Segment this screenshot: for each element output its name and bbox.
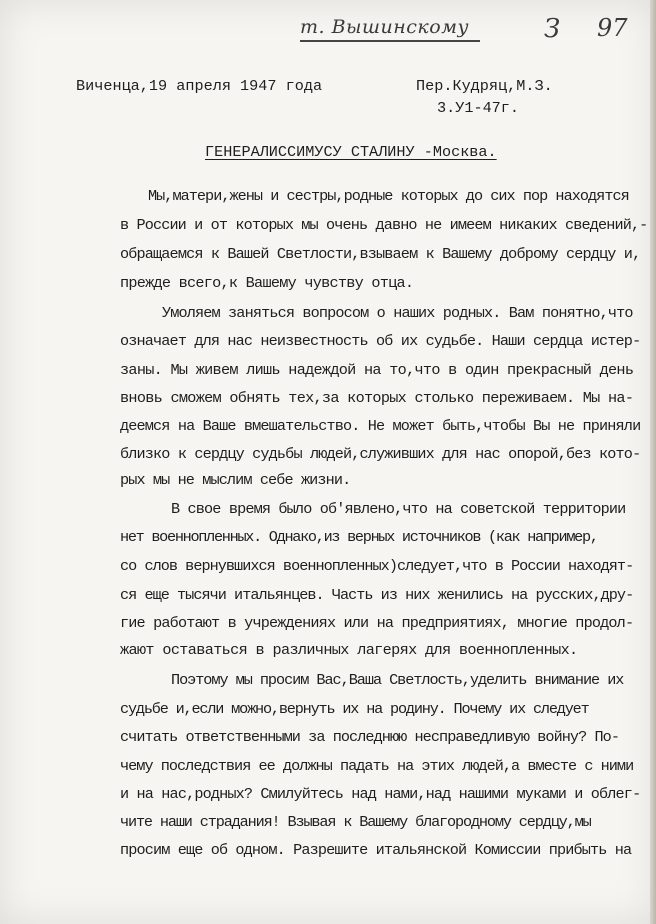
body-line: считать ответственными за последнюю несправедливую войну? По-	[120, 728, 620, 746]
body-line: близко к сердцу судьбы людей,служивших для нас опорой,без кото-	[120, 445, 641, 463]
body-line: ся еще тысячи итальянцев. Часть из них женились на русских,дру-	[120, 586, 634, 604]
body-line: нет военнопленных. Однако,из верных источников (как например,	[120, 528, 598, 546]
body-line: чите наши страдания! Взывая к Вашему благородному сердцу,мы	[120, 813, 591, 831]
body-line: Умоляем заняться вопросом о наших родных. Вам понятно,что	[162, 304, 633, 322]
handwritten-addressee: т. Вышинскому	[300, 16, 469, 38]
body-line: обращаемся к Вашей Светлости,взываем к Вашему доброму сердцу и,	[120, 245, 641, 263]
body-line: просим еще об одном. Разрешите итальянской Комиссии прибыть на	[120, 841, 632, 859]
body-line: судьбе и,если можно,вернуть их на родину. Почему их следует	[120, 700, 589, 718]
body-line: деемся на Ваше вмешательство. Не может быть,чтобы Вы не приняли	[120, 417, 641, 435]
body-line: В свое время было об'явлено,что на советской территории	[171, 500, 626, 518]
body-line: означает для нас неизвестность об их судьбе. Наши сердца истер-	[120, 332, 641, 350]
body-line: прежде всего,к Вашему чувству отца.	[120, 274, 414, 292]
body-line: со слов вернувшихся военнопленных)следует,что в России находят-	[120, 557, 634, 575]
reference-date: 3.У1-47г.	[437, 99, 520, 117]
place-date: Виченца,19 апреля 1947 года	[76, 77, 323, 95]
letter-heading: ГЕНЕРАЛИССИМУСУ СТАЛИНУ -Москва.	[205, 143, 497, 161]
body-line: в России и от которых мы очень давно не имеем никаких сведений,-	[120, 216, 648, 234]
body-line: гие работают в учреждениях или на предприятиях, многие продол-	[120, 614, 634, 632]
body-line: и на нас,родных? Смилуйтесь над нами,над нашими муками и облег-	[120, 785, 641, 803]
body-line: жают оставаться в различных лагерях для военнопленных.	[120, 641, 578, 659]
handwritten-page-number: 97	[597, 14, 628, 42]
body-line: чему последствия ее должны падать на этих людей,а вместе с ними	[120, 757, 634, 775]
reference-name: Пер.Кудряц,М.З.	[416, 77, 553, 95]
body-line: Поэтому мы просим Вас,Ваша Светлость,уделить внимание их	[171, 671, 624, 689]
body-line: заны. Мы живем лишь надеждой на то,что в один прекрасный день	[120, 361, 634, 379]
handwritten-underline	[300, 40, 480, 42]
handwritten-mark: З	[544, 14, 561, 44]
page-edge	[650, 0, 656, 924]
body-line: Мы,матери,жены и сестры,родные которых до сих пор находятся	[148, 187, 629, 205]
body-line: рых мы не мыслим себе жизни.	[120, 471, 351, 489]
body-line: вновь сможем обнять тех,за которых столько переживаем. Мы на-	[120, 389, 634, 407]
